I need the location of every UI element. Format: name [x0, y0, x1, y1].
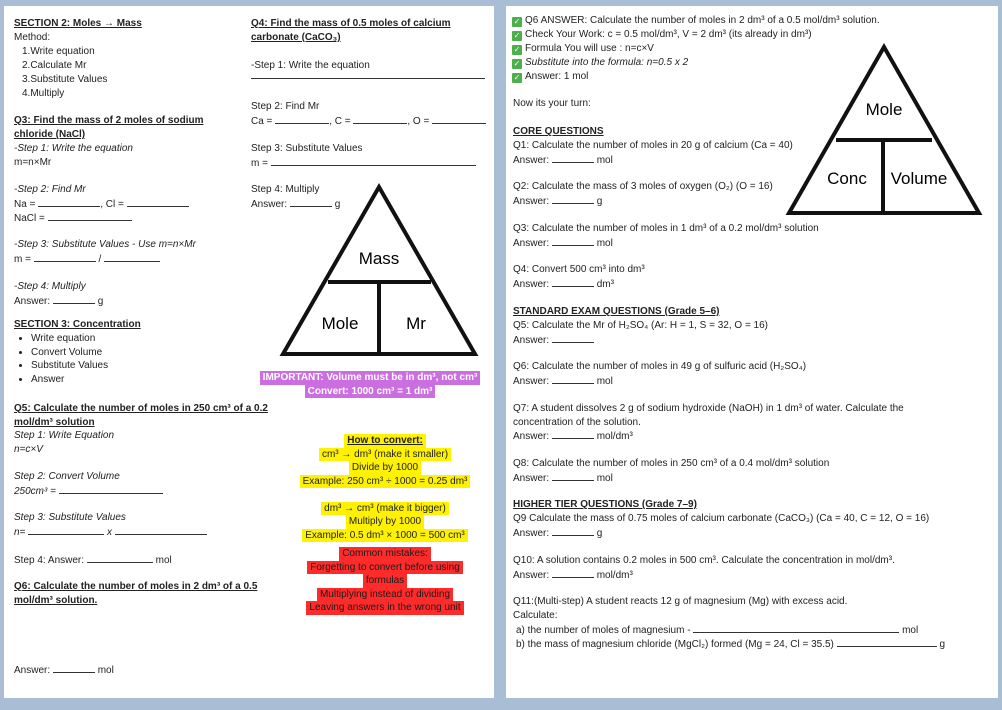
q5-answer-line [513, 333, 594, 348]
mr-answer-blank[interactable] [104, 252, 160, 262]
important-note [255, 371, 485, 398]
unit-label: mol [97, 665, 114, 676]
q3-nacl-line [14, 211, 132, 226]
na-answer-blank[interactable] [38, 197, 100, 207]
mistake-line: Leaving answers in the wrong unit [306, 601, 463, 615]
check-icon: ✓ [513, 59, 521, 68]
q9-answer-line [513, 526, 602, 541]
q4-title-cont: carbonate (CaCO₃) [251, 32, 341, 43]
q5-answer-blank[interactable] [87, 553, 153, 563]
section-2-title: SECTION 2: Moles → Mass [14, 18, 142, 29]
answer-label: Answer: [14, 665, 51, 676]
answer-label: Answer: [513, 570, 550, 581]
q4-answer-line [513, 277, 614, 292]
q4-equation-blank[interactable] [251, 78, 485, 79]
method-label: Method: [14, 32, 51, 43]
q3-substitute-line [14, 252, 160, 267]
cl-label: , Cl = [100, 199, 124, 210]
q9-answer-blank[interactable] [552, 526, 594, 536]
q8-text: Q8: Calculate the number of moles in 250 cm³ of a 0.4 mol/dm³ solution [513, 458, 830, 469]
q7-text-cont: concentration of the solution. [513, 417, 641, 428]
important-line-2: Convert: 1000 cm³ = 1 dm³ [305, 385, 436, 399]
unit-label: g [97, 296, 104, 307]
cm-label: 250cm³ = [14, 486, 56, 497]
check-icon: ✓ [513, 31, 521, 40]
triangle-top-label: Mole [865, 100, 903, 119]
unit-label: g [939, 639, 946, 650]
q5-title: Q5: Calculate the number of moles in 250 cm³ of a 0.2 [14, 403, 268, 414]
answer-label: Answer: [513, 196, 550, 207]
convert-line: Multiply by 1000 [346, 515, 424, 529]
method-step: 2.Calculate Mr [22, 60, 87, 71]
q4-title: Q4: Find the mass of 0.5 moles of calcium [251, 18, 451, 29]
mass-mole-mr-triangle [278, 182, 480, 362]
q1-answer-line [513, 153, 613, 168]
unit-label: mol [596, 473, 613, 484]
q10-answer-blank[interactable] [552, 568, 594, 578]
q2-text: Q2: Calculate the mass of 3 moles of oxygen (O₂) (O = 16) [513, 181, 773, 192]
triangle-right-label: Mr [406, 314, 426, 333]
answer-label: Answer: [513, 238, 550, 249]
o-answer-blank[interactable] [432, 114, 486, 124]
unit-label: mol [596, 155, 613, 166]
q5-convert-line [14, 484, 163, 499]
convert-line: dm³ → cm³ (make it bigger) [321, 502, 449, 516]
ca-answer-blank[interactable] [275, 114, 329, 124]
q9-text: Q9 Calculate the mass of 0.75 moles of calcium carbonate (CaCO₃) (Ca = 40, C = 12, O = 16) [513, 513, 930, 524]
q5-convert-blank[interactable] [59, 484, 163, 494]
q4-answer-blank[interactable] [552, 277, 594, 287]
answer-label: Answer: [513, 279, 550, 290]
standard-questions-title: STANDARD EXAM QUESTIONS (Grade 5–6) [513, 306, 720, 317]
q6-title-cont: mol/dm³ solution. [14, 595, 98, 606]
q4-substitute-line [251, 156, 476, 171]
q6-answer-line [513, 374, 613, 389]
unit-label: mol/dm³ [596, 570, 633, 581]
q6-title: Q6: Calculate the number of moles in 2 dm³ of a 0.5 [14, 581, 258, 592]
q2-answer-line [513, 194, 602, 209]
m-label: m = [251, 158, 268, 169]
cl-answer-blank[interactable] [127, 197, 189, 207]
q7-answer-line [513, 429, 633, 444]
answer-label: Answer: [513, 473, 550, 484]
common-mistakes-box [285, 547, 485, 615]
q11b-text: b) the mass of magnesium chloride (MgCl₂) formed (Mg = 24, Cl = 35.5) [516, 639, 834, 650]
q3-answer-line [14, 294, 103, 309]
unit-label: mol [596, 238, 613, 249]
q5-step2: Step 2: Convert Volume [14, 471, 120, 482]
method-step: 1.Write equation [22, 46, 95, 57]
convert-line: Example: 0.5 dm³ × 1000 = 500 cm³ [302, 529, 468, 543]
na-label: Na = [14, 199, 36, 210]
m-answer-blank[interactable] [34, 252, 96, 262]
q8-answer-blank[interactable] [552, 471, 594, 481]
convert-line: cm³ → dm³ (make it smaller) [319, 448, 451, 462]
check-icon: ✓ [513, 73, 521, 82]
q4-step1: -Step 1: Write the equation [251, 60, 370, 71]
convert-line: Divide by 1000 [349, 461, 421, 475]
o-label: , O = [407, 116, 430, 127]
q6-answer-text: Substitute into the formula: n=0.5 x 2 [525, 57, 689, 68]
q4-step4: Step 4: Multiply [251, 184, 320, 195]
mistake-line: formulas [363, 574, 407, 588]
q3-text: Q3: Calculate the number of moles in 1 dm³ of a 0.2 mol/dm³ solution [513, 223, 819, 234]
m-label: m = [14, 254, 31, 265]
q3-step3: -Step 3: Substitute Values - Use m=n×Mr [14, 239, 196, 250]
q5-text: Q5: Calculate the Mr of H₂SO₄ (Ar: H = 1, S = 32, O = 16) [513, 320, 769, 331]
triangle-right-label: Volume [890, 169, 948, 188]
q8-answer-line [513, 471, 613, 486]
q6-answer-line [512, 14, 880, 28]
q10-text: Q10: A solution contains 0.2 moles in 500 cm³. Calculate the concentration in mol/dm³. [513, 555, 895, 566]
c-label: , C = [329, 116, 351, 127]
method-step: 3.Substitute Values [22, 74, 108, 85]
unit-label: dm³ [596, 279, 614, 290]
nacl-answer-blank[interactable] [48, 211, 132, 221]
q5-substitute-line [14, 525, 207, 540]
higher-tier-title: HIGHER TIER QUESTIONS (Grade 7–9) [513, 499, 697, 510]
q6-answer-line [512, 70, 588, 84]
q1-text: Q1: Calculate the number of moles in 20 g of calcium (Ca = 40) [513, 140, 793, 151]
q4-substitute-blank[interactable] [271, 156, 476, 166]
n-label: n= [14, 527, 26, 538]
your-turn-text: Now its your turn: [513, 98, 591, 109]
q3-title: Q3: Find the mass of 2 moles of sodium [14, 115, 204, 126]
unit-label: mol [902, 625, 919, 636]
q3-title-cont: chloride (NaCl) [14, 129, 86, 140]
q6-answer-line [14, 663, 114, 678]
q5-answer-line [14, 553, 172, 568]
q5-c-blank[interactable] [28, 525, 104, 535]
times-sign: x [106, 527, 112, 538]
q6-answer-line [512, 42, 654, 56]
answer-label: Answer: [513, 431, 550, 442]
important-line-1: IMPORTANT: Volume must be in dm³, not cm³ [260, 371, 481, 385]
triangle-left-label: Conc [827, 169, 867, 188]
q6-answer-blank[interactable] [552, 374, 594, 384]
q3-answer-line [513, 236, 613, 251]
answer-label: Answer: [513, 335, 550, 346]
core-questions-title: CORE QUESTIONS [513, 126, 604, 137]
answer-label: Answer: [513, 528, 550, 539]
q6-answer-line [512, 28, 812, 42]
unit-label: g [596, 528, 603, 539]
q3-equation: m=n×Mr [14, 157, 52, 168]
section-3-bullets [14, 332, 108, 387]
q11a-text: a) the number of moles of magnesium - [516, 625, 691, 636]
answer-label: Step 4: Answer: [14, 555, 85, 566]
unit-label: mol [596, 376, 613, 387]
nacl-label: NaCl = [14, 213, 45, 224]
unit-label: g [334, 199, 341, 210]
q5-v-blank[interactable] [115, 525, 207, 535]
q5-equation: n=c×V [14, 444, 43, 455]
mistake-line: Forgetting to convert before using [307, 561, 463, 575]
q11a-answer-blank[interactable] [693, 623, 899, 633]
how-to-convert-box [285, 434, 485, 542]
q7-text: Q7: A student dissolves 2 g of sodium hydroxide (NaOH) in 1 dm³ of water. Calculate the [513, 403, 904, 414]
worksheet-page-right [506, 6, 998, 698]
c-answer-blank[interactable] [353, 114, 407, 124]
q4-text: Q4: Convert 500 cm³ into dm³ [513, 264, 645, 275]
answer-label: Answer: [251, 199, 288, 210]
unit-label: mol [155, 555, 172, 566]
q3-step4: -Step 4: Multiply [14, 281, 86, 292]
q3-step1: -Step 1: Write the equation [14, 143, 133, 154]
q10-answer-line [513, 568, 633, 583]
q6-answer-blank[interactable] [53, 663, 95, 673]
mistake-line: Multiplying instead of dividing [317, 588, 453, 602]
slash: / [98, 254, 102, 265]
check-icon: ✓ [513, 17, 521, 26]
convert-line: Example: 250 cm³ ÷ 1000 = 0.25 dm³ [300, 475, 471, 489]
answer-label: Answer: [513, 155, 550, 166]
q2-answer-blank[interactable] [552, 194, 594, 204]
mole-conc-volume-triangle [784, 42, 984, 218]
answer-label: Answer: [513, 376, 550, 387]
triangle-top-label: Mass [358, 249, 400, 268]
answer-label: Answer: [14, 296, 51, 307]
q3-mr-line [14, 197, 189, 212]
bullet-item: • Answer [31, 373, 108, 387]
q6-answer-text: Q6 ANSWER: Calculate the number of moles in 2 dm³ of a 0.5 mol/dm³ solution. [525, 15, 880, 26]
q11-text: Q11:(Multi-step) A student reacts 12 g of magnesium (Mg) with excess acid. [513, 596, 848, 607]
q4-mr-line [251, 114, 486, 129]
unit-label: mol/dm³ [596, 431, 633, 442]
worksheet-page-left [4, 6, 494, 698]
q5-title-cont: mol/dm³ solution [14, 417, 95, 428]
unit-label: g [596, 196, 603, 207]
bullet-item: • Write equation [31, 332, 108, 346]
q6-answer-line [512, 56, 688, 70]
q6-text: Q6: Calculate the number of moles in 49 g of sulfuric acid (H₂SO₄) [513, 361, 807, 372]
q11-part-b [516, 637, 945, 652]
q3-answer-blank[interactable] [552, 236, 594, 246]
section-3-title: SECTION 3: Concentration [14, 319, 141, 330]
q6-answer-text: Formula You will use : n=c×V [525, 43, 654, 54]
q4-step2: Step 2: Find Mr [251, 101, 320, 112]
q7-answer-blank[interactable] [552, 429, 594, 439]
q5-answer-blank[interactable] [552, 333, 594, 343]
q4-step3: Step 3: Substitute Values [251, 143, 363, 154]
q3-step2: -Step 2: Find Mr [14, 184, 86, 195]
convert-title: How to convert: [344, 434, 426, 448]
q6-answer-text: Check Your Work: c = 0.5 mol/dm³, V = 2 dm³ (its already in dm³) [525, 29, 812, 40]
bullet-item: • Substitute Values [31, 359, 108, 373]
q1-answer-blank[interactable] [552, 153, 594, 163]
triangle-left-label: Mole [321, 314, 359, 333]
q11b-answer-blank[interactable] [837, 637, 937, 647]
bullet-item: • Convert Volume [31, 346, 108, 360]
q6-answer-text: Answer: 1 mol [525, 71, 589, 82]
check-icon: ✓ [513, 45, 521, 54]
ca-label: Ca = [251, 116, 273, 127]
method-step: 4.Multiply [22, 88, 65, 99]
q3-answer-blank[interactable] [53, 294, 95, 304]
q11-part-a [516, 623, 918, 638]
q11-calculate: Calculate: [513, 610, 558, 621]
q5-step3: Step 3: Substitute Values [14, 512, 126, 523]
q5-step1: Step 1: Write Equation [14, 430, 115, 441]
mistakes-title: Common mistakes: [339, 547, 431, 561]
